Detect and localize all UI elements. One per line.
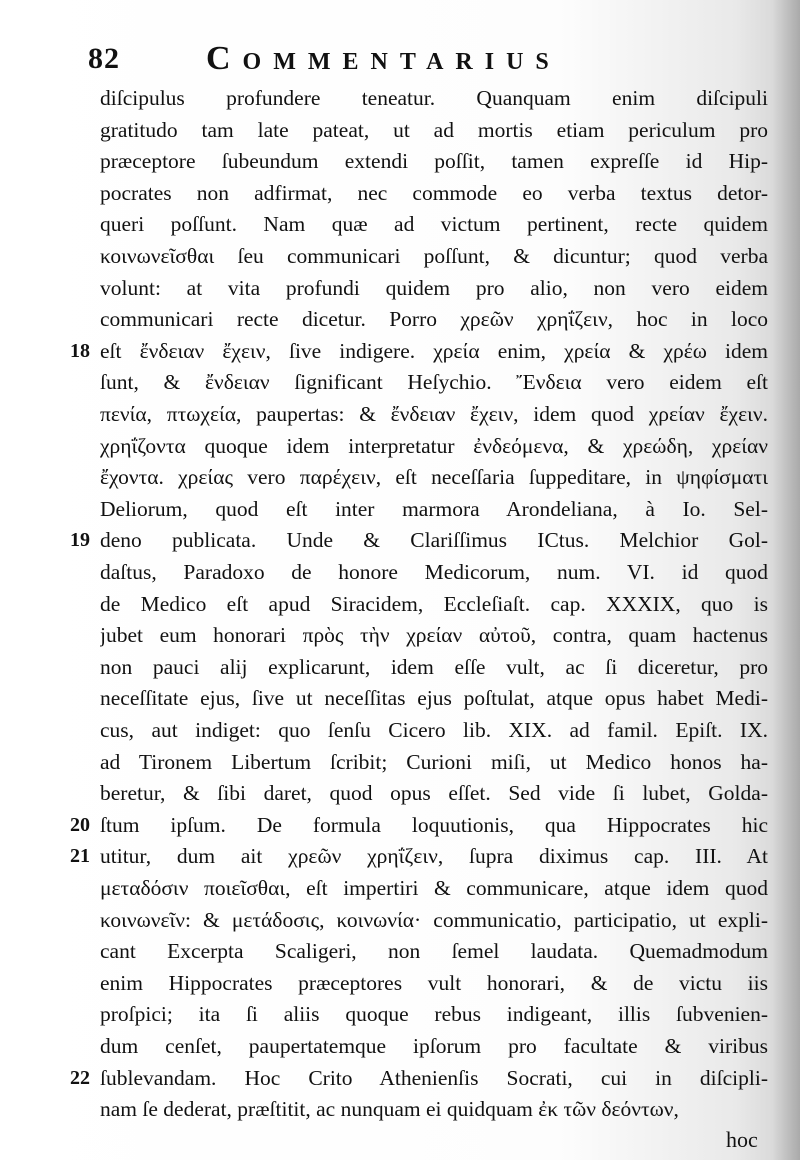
text-line: κοινωνεῖν: & μετάδοσις, κοινωνία· communicatio, participatio, ut expli- bbox=[100, 907, 768, 932]
text-line: jubet eum honorari πρὸς τὴν χρείαν αὐτοῦ, contra, quam hactenus bbox=[100, 623, 768, 648]
text-line: præceptore ſubeundum extendi poſſit, tamen expreſſe id Hip- bbox=[100, 149, 768, 174]
text-line: pocrates non adfirmat, nec commode eo verba textus detor- bbox=[100, 180, 768, 205]
catchword: hoc bbox=[726, 1127, 758, 1152]
text-line: daſtus, Paradoxo de honore Medicorum, num. VI. id quod bbox=[100, 560, 768, 584]
text-line: Deliorum, quod eſt inter marmora Arondeliana, à Io. Sel- bbox=[100, 496, 768, 521]
text-line: ἔχοντα. χρείας vero παρέχειν, eſt neceſſaria ſuppeditare, in ψηφίσματι bbox=[100, 465, 768, 490]
text-line: proſpici; ita ſi aliis quoque rebus indigeant, illis ſubvenien- bbox=[100, 1002, 768, 1027]
text-line: χρηΐζοντα quoque idem interpretatur ἐνδεόμενα, & χρεώδη, χρείαν bbox=[100, 433, 768, 458]
text-line: eſt ἔνδειαν ἔχειν, ſive indigere. χρεία enim, χρεία & χρέω idem bbox=[100, 338, 768, 363]
text-line: κοινωνεῖσθαι ſeu communicari poſſunt, & dicuntur; quod verba bbox=[100, 244, 768, 268]
text-line: ſunt, & ἔνδειαν ſignificant Heſychio. Ἔνδεια vero eidem eſt bbox=[100, 370, 768, 395]
text-line: volunt: at vita profundi quidem pro alio, non vero eidem bbox=[100, 275, 768, 300]
page-gutter-shadow bbox=[772, 0, 800, 1160]
text-line: ſtum ipſum. De formula loquutionis, qua Hippocrates hic bbox=[100, 812, 768, 837]
text-line: μεταδόσιν ποιεῖσθαι, eſt impertiri & communicare, atque idem quod bbox=[100, 876, 768, 900]
text-line: utitur, dum ait χρεῶν χρηΐζειν, ſupra diximus cap. III. At bbox=[100, 844, 768, 869]
text-line: beretur, & ſibi daret, quod opus eſſet. Sed vide ſi lubet, Golda- bbox=[100, 781, 768, 806]
margin-section-number: 22 bbox=[70, 1066, 90, 1089]
text-line: nam ſe dederat, præſtitit, ac nunquam ei quidquam ἐκ τῶν δεόντων, bbox=[100, 1097, 679, 1122]
text-line: gratitudo tam late pateat, ut ad mortis etiam periculum pro bbox=[100, 117, 768, 142]
text-line: diſcipulus profundere teneatur. Quanquam enim diſcipuli bbox=[100, 86, 768, 110]
text-line: ad Tironem Libertum ſcribit; Curioni miſi, ut Medico honos ha- bbox=[100, 749, 768, 774]
text-line: de Medico eſt apud Siracidem, Eccleſiaſt. cap. XXXIX, quo is bbox=[100, 591, 768, 616]
text-line: non pauci alij explicarunt, idem eſſe vult, ac ſi diceretur, pro bbox=[100, 654, 768, 679]
text-line: πενία, πτωχεία, paupertas: & ἔνδειαν ἔχειν, idem quod χρείαν ἔχειν. bbox=[100, 402, 768, 426]
text-line: deno publicata. Unde & Clariſſimus ICtus. Melchior Gol- bbox=[100, 528, 768, 553]
margin-section-number: 18 bbox=[70, 339, 90, 362]
page-number: 82 bbox=[88, 42, 120, 75]
text-line: queri poſſunt. Nam quæ ad victum pertinent, recte quidem bbox=[100, 212, 768, 237]
margin-section-number: 21 bbox=[70, 845, 90, 868]
text-line: enim Hippocrates præceptores vult honorari, & de victu iis bbox=[100, 970, 768, 995]
text-line: dum cenſet, paupertatemque ipſorum pro facultate & viribus bbox=[100, 1034, 768, 1058]
page-header bbox=[88, 38, 768, 88]
running-title: Commentarius bbox=[206, 40, 561, 77]
margin-section-number: 19 bbox=[70, 529, 90, 552]
text-line: cus, aut indiget: quo ſenſu Cicero lib. XIX. ad famil. Epiſt. IX. bbox=[100, 718, 768, 742]
text-line: neceſſitate ejus, ſive ut neceſſitas ejus poſtulat, atque opus habet Medi- bbox=[100, 686, 768, 711]
text-line: cant Excerpta Scaligeri, non ſemel laudata. Quemadmodum bbox=[100, 939, 768, 964]
text-line: ſublevandam. Hoc Crito Athenienſis Socrati, cui in diſcipli- bbox=[100, 1065, 768, 1090]
margin-section-number: 20 bbox=[70, 813, 90, 836]
text-line: communicari recte dicetur. Porro χρεῶν χρηΐζειν, hoc in loco bbox=[100, 307, 768, 332]
